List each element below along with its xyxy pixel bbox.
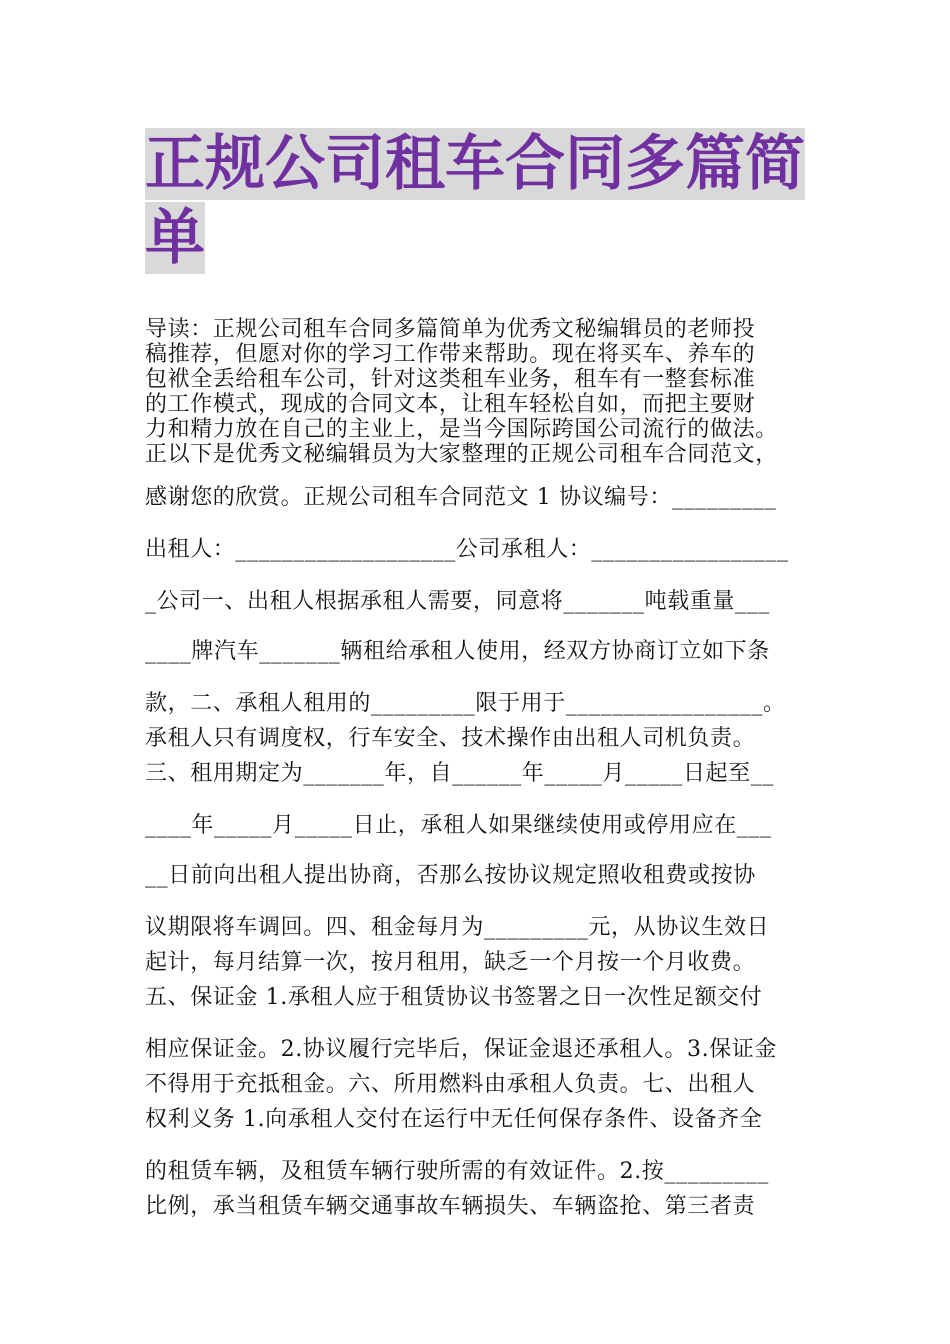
body-line: _公司一、出租人根据承租人需要，同意将_______吨载重量___ (145, 589, 770, 614)
body-line: 议期限将车调回。四、租金每月为_________元，从协议生效日 (145, 915, 770, 940)
body-line: 五、保证金 1.承租人应于租赁协议书签署之日一次性足额交付 (145, 985, 763, 1010)
body-line: 承租人只有调度权，行车安全、技术操作由出租人司机负责。 (145, 726, 756, 751)
body-line: 出租人：___________________公司承租人：_________________ (145, 537, 789, 562)
body-line: 的工作模式，现成的合同文本，让租车轻松自如，而把主要财 (145, 392, 756, 417)
document-body (145, 318, 810, 1223)
body-line: 导读：正规公司租车合同多篇简单为优秀文秘编辑员的老师投 (145, 317, 756, 342)
body-line: __日前向出租人提出协商，否那么按协议规定照收租费或按协 (145, 863, 756, 888)
body-line: 权利义务 1.向承租人交付在运行中无任何保存条件、设备齐全 (145, 1107, 763, 1132)
body-line: 包袱全丢给租车公司，针对这类租车业务，租车有一整套标准 (145, 367, 756, 392)
body-line: 的租赁车辆，及租赁车辆行驶所需的有效证件。2.按_________ (145, 1159, 769, 1184)
title-line-1: 正规公司租车合同多篇简 (145, 129, 805, 199)
body-line: 相应保证金。2.协议履行完毕后，保证金退还承租人。3.保证金 (145, 1037, 777, 1062)
body-line: 感谢您的欣赏。正规公司租车合同范文 1 协议编号：_________ (145, 485, 777, 510)
body-line: 正以下是优秀文秘编辑员为大家整理的正规公司租车合同范文， (145, 442, 778, 467)
body-line: 三、租用期定为_______年，自______年_____月_____日起至__ (145, 761, 775, 786)
body-line: 不得用于充抵租金。六、所用燃料由承租人负责。七、出租人 (145, 1072, 756, 1097)
document-title (145, 128, 815, 274)
body-line: ____牌汽车_______辆租给承租人使用，经双方协商订立如下条 (145, 639, 770, 664)
body-line: 比例，承当租赁车辆交通事故车辆损失、车辆盗抢、第三者责 (145, 1194, 756, 1219)
title-line-2: 单 (145, 203, 205, 273)
body-line: 力和精力放在自己的主业上，是当今国际跨国公司流行的做法。 (145, 417, 778, 442)
body-line: 起计，每月结算一次，按月租用，缺乏一个月按一个月收费。 (145, 950, 756, 975)
body-line: 款，二、承租人租用的_________限于用于_________________。 (145, 691, 786, 716)
body-line: ____年_____月_____日止，承租人如果继续使用或停用应在___ (145, 813, 772, 838)
body-line: 稿推荐，但愿对你的学习工作带来帮助。现在将买车、养车的 (145, 342, 756, 367)
